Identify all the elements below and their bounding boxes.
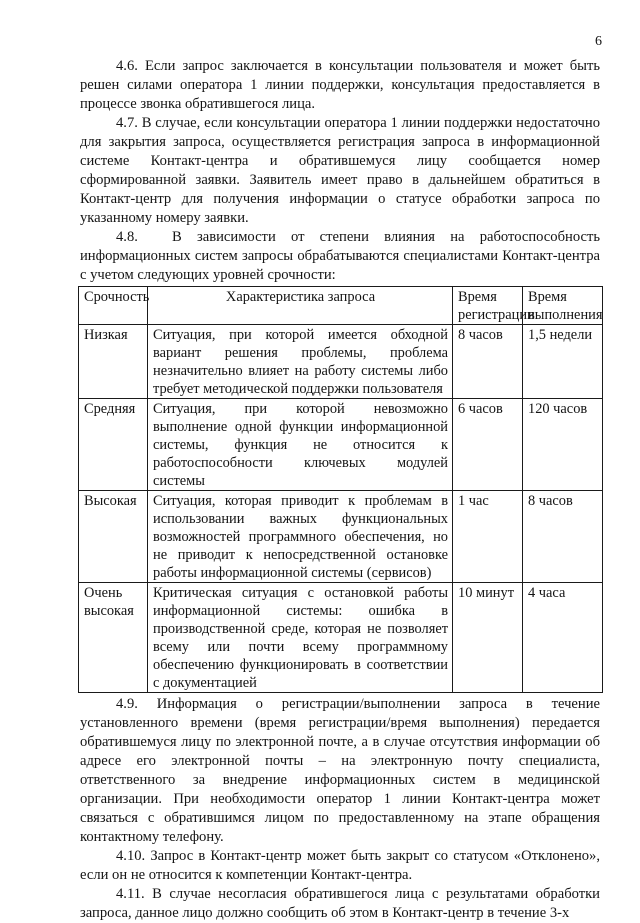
paragraph-4-8: [80, 228, 600, 285]
document-body: [80, 57, 603, 923]
cell-urgency: Средняя: [79, 399, 148, 491]
cell-execution: 120 часов: [523, 399, 603, 491]
header-registration: Время регистрации: [453, 287, 523, 325]
cell-description: Ситуация, при которой имеется обходной вариант решения проблемы, проблема незначительно влияет на работу системы либо требует методической поддержки пользователя: [148, 325, 453, 399]
header-urgency: Срочность: [79, 287, 148, 325]
cell-execution: 4 часа: [523, 583, 603, 693]
cell-execution: 1,5 недели: [523, 325, 603, 399]
cell-registration: 6 часов: [453, 399, 523, 491]
cell-urgency: Очень высокая: [79, 583, 148, 693]
cell-description: Ситуация, которая приводит к проблемам в использовании важных функциональных возможностей программного обеспечения, но не приводит к непосредственной остановке работы информационной системы (сервисов): [148, 491, 453, 583]
cell-registration: 1 час: [453, 491, 523, 583]
cell-urgency: Высокая: [79, 491, 148, 583]
table-row: [79, 399, 603, 491]
paragraph-4-8-number: 4.8.: [116, 229, 138, 245]
table-row: [79, 583, 603, 693]
urgency-table: [78, 286, 603, 693]
cell-registration: 8 часов: [453, 325, 523, 399]
page-number: 6: [595, 34, 602, 49]
cell-registration: 10 минут: [453, 583, 523, 693]
table-row: [79, 491, 603, 583]
header-execution: Время выполнения: [523, 287, 603, 325]
header-description: Характеристика запроса: [148, 287, 453, 325]
paragraph-4-7: 4.7. В случае, если консультации оператора 1 линии поддержки недостаточно для закрытия запроса, осуществляется регистрация запроса в информационной системе Контакт-центра и обратившемуся лицу сообщается номер сформированной заявки. Заявитель имеет право в дальнейшем обратиться в Контакт-центр для получения информации о статусе обработки запроса по указанному номеру заявки.: [80, 115, 600, 226]
cell-execution: 8 часов: [523, 491, 603, 583]
paragraph-4-8-text: В зависимости от степени влияния на работоспособность информационных систем запросы обрабатываются специалистами Контакт-центра с учетом следующих уровней срочности:: [80, 229, 600, 283]
cell-description: Критическая ситуация с остановкой работы информационной системы: ошибка в производственной среде, которая не позволяет всему или почти всему программному обеспечению функционировать в соответствии с документацией: [148, 583, 453, 693]
paragraph-4-10: 4.10. Запрос в Контакт-центр может быть закрыт со статусом «Отклонено», если он не относится к компетенции Контакт-центра.: [80, 848, 600, 883]
paragraph-4-11: 4.11. В случае несогласия обратившегося лица с результатами обработки запроса, данное лицо должно сообщить об этом в Контакт-центр в течение 3-х: [80, 886, 600, 921]
cell-description: Ситуация, при которой невозможно выполнение одной функции информационной системы, функция не относится к работоспособности ключевых модулей системы: [148, 399, 453, 491]
paragraph-4-9: 4.9. Информация о регистрации/выполнении запроса в течение установленного времени (время регистрации/время выполнения) передается обратившемуся лицу по электронной почте, а в случае отсутствия информации об адресе его электронной почты – на электронную почту специалиста, ответственного за внедрение информационных систем в медицинской организации. При необходимости оператор 1 линии Контакт-центра может связаться с обратившимся лицом по предоставленному на этапе обращения контактному телефону.: [80, 696, 600, 845]
cell-urgency: Низкая: [79, 325, 148, 399]
table-row: [79, 325, 603, 399]
table-header-row: [79, 287, 603, 325]
paragraph-4-6: 4.6. Если запрос заключается в консультации пользователя и может быть решен силами оператора 1 линии поддержки, консультация предоставляется в процессе звонка обратившегося лица.: [80, 58, 600, 112]
